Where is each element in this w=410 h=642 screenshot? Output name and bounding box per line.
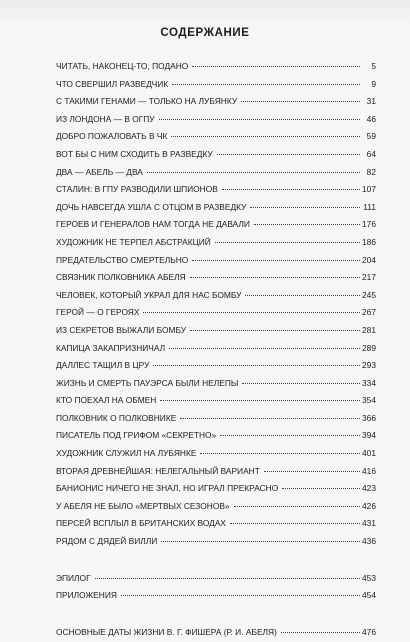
toc-entry[interactable] xyxy=(56,93,376,111)
toc-entry-title: ВТОРАЯ ДРЕВНЕЙШАЯ: НЕЛЕГАЛЬНЫЙ ВАРИАНТ xyxy=(56,465,260,476)
toc-entry-page: 107 xyxy=(362,184,376,195)
toc-entry-page: 394 xyxy=(362,430,376,441)
toc-entry-title: КТО ПОЕХАЛ НА ОБМЕН xyxy=(56,395,157,406)
toc-entry[interactable] xyxy=(56,216,376,234)
toc-entry-page: 289 xyxy=(362,342,376,353)
toc-entry-title: ЧТО СВЕРШИЛ РАЗВЕДЧИК xyxy=(56,78,169,89)
leader-dots xyxy=(200,453,360,454)
toc-entry[interactable] xyxy=(56,445,376,463)
leader-dots xyxy=(190,330,360,331)
toc-entry-title: У АБЕЛЯ НЕ БЫЛО «МЕРТВЫХ СЕЗОНОВ» xyxy=(56,500,230,511)
toc-entry-page: 64 xyxy=(366,148,376,159)
toc-entry-page: 82 xyxy=(366,166,376,177)
leader-dots xyxy=(192,260,360,261)
leader-dots xyxy=(172,84,360,85)
leader-dots xyxy=(264,471,360,472)
toc-entry-epilogue[interactable] xyxy=(56,570,376,588)
toc-entry-page: 423 xyxy=(362,483,376,494)
toc-entry-page: 46 xyxy=(366,113,376,124)
toc-entry[interactable] xyxy=(56,340,376,358)
toc-entry[interactable] xyxy=(56,480,376,498)
toc-entry-title: ПРИЛОЖЕНИЯ xyxy=(56,590,117,601)
leader-dots xyxy=(242,383,360,384)
toc-entry-title: ОСНОВНЫЕ ДАТЫ ЖИЗНИ В. Г. ФИШЕРА (Р. И. АБЕЛЯ) xyxy=(56,626,277,637)
toc-entry-title: ПЕРСЕЙ ВСПЛЫЛ В БРИТАНСКИХ ВОДАХ xyxy=(56,518,227,529)
section-gap xyxy=(56,551,376,570)
toc-entry-title: ПОЛКОВНИК О ПОЛКОВНИКЕ xyxy=(56,412,177,423)
toc-entry-appendices[interactable] xyxy=(56,587,376,605)
toc-entry-title: ПИСАТЕЛЬ ПОД ГРИФОМ «СЕКРЕТНО» xyxy=(56,430,217,441)
leader-dots xyxy=(222,189,360,190)
toc-entry-page: 334 xyxy=(362,377,376,388)
toc-entry-title: ГЕРОЙ — О ГЕРОЯХ xyxy=(56,307,140,318)
leader-dots xyxy=(171,136,360,137)
toc-entry[interactable] xyxy=(56,357,376,375)
toc-entry-title: ЖИЗНЬ И СМЕРТЬ ПАУЭРСА БЫЛИ НЕЛЕПЫ xyxy=(56,377,239,388)
toc-entry-title: ИЗ ЛОНДОНА — В ОГПУ xyxy=(56,113,155,124)
toc-entry[interactable] xyxy=(56,252,376,270)
toc-entry[interactable] xyxy=(56,287,376,305)
toc-entry-title: ИЗ СЕКРЕТОВ ВЫЖАЛИ БОМБУ xyxy=(56,324,187,335)
toc-entry-title: ДАЛЛЕС ТАЩИЛ В ЦРУ xyxy=(56,360,150,371)
leader-dots xyxy=(192,66,360,67)
toc-entry[interactable] xyxy=(56,375,376,393)
toc-entry-page: 416 xyxy=(362,465,376,476)
section-gap xyxy=(56,605,376,624)
leader-dots xyxy=(282,488,360,489)
leader-dots xyxy=(160,400,360,401)
toc-entry-page: 431 xyxy=(362,518,376,529)
leader-dots xyxy=(147,172,360,173)
toc-entry-page: 59 xyxy=(366,131,376,142)
toc-entry-page: 454 xyxy=(362,590,376,601)
toc-entry[interactable] xyxy=(56,199,376,217)
leader-dots xyxy=(153,365,360,366)
toc-entry[interactable] xyxy=(56,111,376,129)
leader-dots xyxy=(159,119,360,120)
table-of-contents xyxy=(56,58,376,641)
leader-dots xyxy=(161,541,360,542)
toc-entry-page: 267 xyxy=(362,307,376,318)
leader-dots xyxy=(180,418,360,419)
toc-entry-title: ХУДОЖНИК СЛУЖИЛ НА ЛУБЯНКЕ xyxy=(56,448,197,459)
toc-entry-title: ЧИТАТЬ, НАКОНЕЦ-ТО, ПОДАНО xyxy=(56,61,189,71)
toc-entry[interactable] xyxy=(56,181,376,199)
toc-entry-title: ЭПИЛОГ xyxy=(56,572,91,583)
page-title: СОДЕРЖАНИЕ xyxy=(160,27,250,39)
toc-entry[interactable] xyxy=(56,234,376,252)
toc-entry-title: ДВА — АБЕЛЬ — ДВА xyxy=(56,166,143,177)
toc-entry[interactable] xyxy=(56,410,376,428)
toc-entry-title: РЯДОМ С ДЯДЕЙ ВИЛЛИ xyxy=(56,536,158,547)
toc-entry-page: 366 xyxy=(362,412,376,423)
toc-entry-title: СВЯЗНИК ПОЛКОВНИКА АБЕЛЯ xyxy=(56,272,186,283)
toc-entry-page: 476 xyxy=(362,626,376,637)
toc-entry[interactable] xyxy=(56,128,376,146)
leader-dots xyxy=(95,578,360,579)
chapter-list xyxy=(56,58,376,551)
toc-entry-page: 176 xyxy=(362,219,376,230)
leader-dots xyxy=(250,207,360,208)
toc-entry[interactable] xyxy=(56,515,376,533)
toc-entry[interactable] xyxy=(56,463,376,481)
leader-dots xyxy=(230,523,360,524)
toc-entry[interactable] xyxy=(56,322,376,340)
leader-dots xyxy=(217,154,360,155)
toc-entry-page: 245 xyxy=(362,289,376,300)
toc-entry-page: 204 xyxy=(362,254,376,265)
leader-dots xyxy=(121,595,360,596)
toc-entry-page: 436 xyxy=(362,536,376,547)
toc-entry-title: ГЕРОЕВ И ГЕНЕРАЛОВ НАМ ТОГДА НЕ ДАВАЛИ xyxy=(56,219,250,230)
toc-entry[interactable] xyxy=(56,164,376,182)
toc-entry-title: ПРЕДАТЕЛЬСТВО СМЕРТЕЛЬНО xyxy=(56,254,189,265)
toc-entry-page: 111 xyxy=(363,201,376,212)
toc-entry-page: 453 xyxy=(362,572,376,583)
leader-dots xyxy=(241,101,360,102)
toc-entry-title: СТАЛИН: В ГПУ РАЗВОДИЛИ ШПИОНОВ xyxy=(56,184,218,195)
toc-entry-title: ХУДОЖНИК НЕ ТЕРПЕЛ АБСТРАКЦИЙ xyxy=(56,236,211,247)
toc-entry-title: ВОТ БЫ С НИМ СХОДИТЬ В РАЗВЕДКУ xyxy=(56,148,213,159)
leader-dots xyxy=(215,242,360,243)
toc-entry[interactable] xyxy=(56,76,376,94)
toc-entry[interactable] xyxy=(56,392,376,410)
toc-entry[interactable] xyxy=(56,427,376,445)
toc-entry[interactable] xyxy=(56,269,376,287)
toc-entry-page: 281 xyxy=(362,324,376,335)
toc-entry-title: КАПИЦА ЗАКАПРИЗНИЧАЛ xyxy=(56,342,166,353)
toc-entry-page: 31 xyxy=(366,96,376,107)
leader-dots xyxy=(254,224,360,225)
toc-entry-title: ДОБРО ПОЖАЛОВАТЬ В ЧК xyxy=(56,131,168,142)
toc-entry[interactable] xyxy=(56,58,376,76)
leader-dots xyxy=(169,348,360,349)
leader-dots xyxy=(234,506,360,507)
toc-entry[interactable] xyxy=(56,304,376,322)
toc-entry-title: С ТАКИМИ ГЕНАМИ — ТОЛЬКО НА ЛУБЯНКУ xyxy=(56,96,238,107)
leader-dots xyxy=(190,277,360,278)
toc-entry-page: 5 xyxy=(371,61,376,71)
toc-entry-page: 426 xyxy=(362,500,376,511)
toc-entry-page: 9 xyxy=(371,78,376,89)
toc-entry-page: 401 xyxy=(362,448,376,459)
toc-entry-title: БАНИОНИС НИЧЕГО НЕ ЗНАЛ, НО ИГРАЛ ПРЕКРАСНО xyxy=(56,483,279,494)
toc-entry-page: 217 xyxy=(362,272,376,283)
toc-entry-page: 293 xyxy=(362,360,376,371)
toc-entry[interactable] xyxy=(56,533,376,551)
leader-dots xyxy=(281,632,360,633)
leader-dots xyxy=(220,435,360,436)
toc-entry-title: ДОЧЬ НАВСЕГДА УШЛА С ОТЦОМ В РАЗВЕДКУ xyxy=(56,201,247,212)
toc-entry-page: 186 xyxy=(362,236,376,247)
toc-entry-dates[interactable] xyxy=(56,624,376,642)
toc-entry[interactable] xyxy=(56,498,376,516)
toc-entry-title: ЧЕЛОВЕК, КОТОРЫЙ УКРАЛ ДЛЯ НАС БОМБУ xyxy=(56,289,242,300)
toc-entry-page: 354 xyxy=(362,395,376,406)
leader-dots xyxy=(143,312,360,313)
toc-entry[interactable] xyxy=(56,146,376,164)
leader-dots xyxy=(245,295,360,296)
